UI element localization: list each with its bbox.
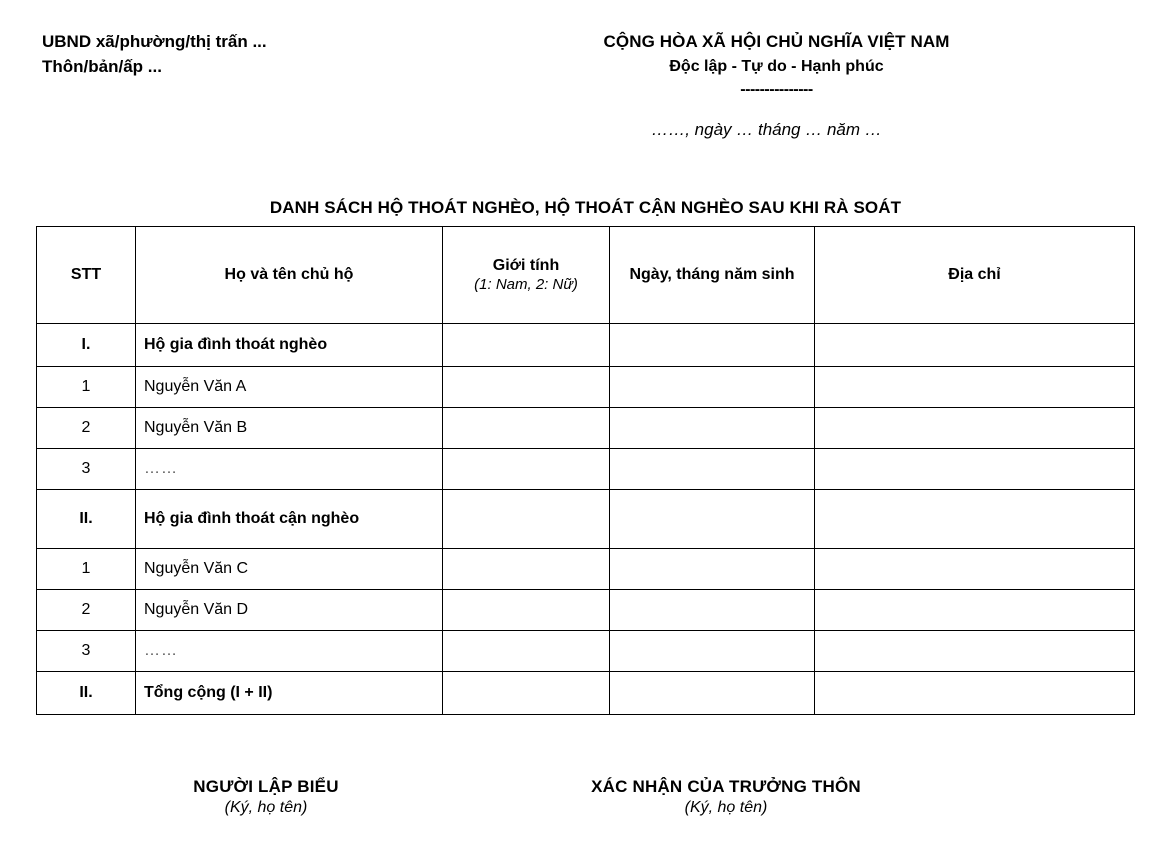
cell-stt: II. [37, 490, 136, 549]
cell-stt: I. [37, 324, 136, 367]
cell-sex [443, 408, 610, 449]
cell-stt: 3 [37, 449, 136, 490]
signature-preparer-note: (Ký, họ tên) [224, 799, 308, 817]
table-body [37, 324, 1135, 715]
cell-name: Tổng cộng (I + II) [136, 672, 443, 715]
table-row [37, 367, 1135, 408]
table-row [37, 408, 1135, 449]
cell-dob [610, 449, 815, 490]
cell-stt: 1 [37, 549, 136, 590]
cell-sex [443, 449, 610, 490]
cell-sex [443, 590, 610, 631]
cell-sex [443, 672, 610, 715]
cell-address [815, 631, 1135, 672]
column-header-dob: Ngày, tháng năm sinh [610, 227, 815, 324]
column-header-sex [443, 227, 610, 324]
cell-sex [443, 490, 610, 549]
cell-dob [610, 324, 815, 367]
signature-village-head-note: (Ký, họ tên) [684, 799, 768, 817]
national-motto: Độc lập - Tự do - Hạnh phúc [669, 57, 884, 75]
cell-address [815, 367, 1135, 408]
table-row [37, 672, 1135, 715]
cell-name: …… [136, 631, 443, 672]
cell-address [815, 449, 1135, 490]
cell-dob [610, 631, 815, 672]
cell-dob [610, 490, 815, 549]
table-head [37, 227, 1135, 324]
cell-stt: 2 [37, 590, 136, 631]
cell-dob [610, 672, 815, 715]
cell-stt: II. [37, 672, 136, 715]
authority-line-1: UBND xã/phường/thị trấn ... [42, 32, 267, 51]
cell-name: Nguyễn Văn D [136, 590, 443, 631]
national-heading [462, 30, 1131, 140]
page-title: DANH SÁCH HỘ THOÁT NGHÈO, HỘ THOÁT CẬN NGHÈO SAU KHI RÀ SOÁT [269, 198, 902, 218]
column-header-address: Địa chỉ [815, 227, 1135, 324]
date-placeholder: ……, ngày … tháng … năm … [651, 120, 882, 140]
table-row [37, 324, 1135, 367]
cell-sex [443, 549, 610, 590]
cell-address [815, 490, 1135, 549]
authority-line-2: Thôn/bản/ấp ... [42, 56, 162, 76]
cell-name: Nguyễn Văn C [136, 549, 443, 590]
motto-divider: --------------- [740, 80, 813, 98]
table-row [37, 449, 1135, 490]
cell-address [815, 408, 1135, 449]
signature-area [0, 777, 1171, 817]
column-header-name: Họ và tên chủ hộ [136, 227, 443, 324]
cell-address [815, 590, 1135, 631]
country-name: CỘNG HÒA XÃ HỘI CHỦ NGHĨA VIỆT NAM [603, 32, 950, 51]
table-header-row [37, 227, 1135, 324]
table-row [37, 490, 1135, 549]
cell-dob [610, 549, 815, 590]
cell-name: Hộ gia đình thoát cận nghèo [136, 490, 443, 549]
cell-address [815, 549, 1135, 590]
cell-sex [443, 324, 610, 367]
column-header-sex-note: (1: Nam, 2: Nữ) [474, 276, 578, 294]
cell-address [815, 672, 1135, 715]
cell-stt: 2 [37, 408, 136, 449]
household-list-table [36, 226, 1135, 715]
cell-sex [443, 367, 610, 408]
issuing-authority [40, 30, 462, 79]
cell-dob [610, 590, 815, 631]
table-row [37, 549, 1135, 590]
column-header-sex-label: Giới tính [492, 257, 560, 275]
cell-dob [610, 408, 815, 449]
signature-preparer-title: NGƯỜI LẬP BIỂU [193, 777, 339, 797]
signature-village-head [496, 777, 956, 817]
cell-address [815, 324, 1135, 367]
cell-stt: 3 [37, 631, 136, 672]
cell-sex [443, 631, 610, 672]
signature-preparer [36, 777, 496, 817]
signature-village-head-title: XÁC NHẬN CỦA TRƯỞNG THÔN [591, 777, 861, 797]
cell-name: …… [136, 449, 443, 490]
table-row [37, 631, 1135, 672]
cell-name: Hộ gia đình thoát nghèo [136, 324, 443, 367]
cell-name: Nguyễn Văn A [136, 367, 443, 408]
cell-name: Nguyễn Văn B [136, 408, 443, 449]
cell-stt: 1 [37, 367, 136, 408]
cell-dob [610, 367, 815, 408]
column-header-stt: STT [37, 227, 136, 324]
table-row [37, 590, 1135, 631]
document-header [0, 0, 1171, 140]
table-container [36, 226, 1135, 715]
